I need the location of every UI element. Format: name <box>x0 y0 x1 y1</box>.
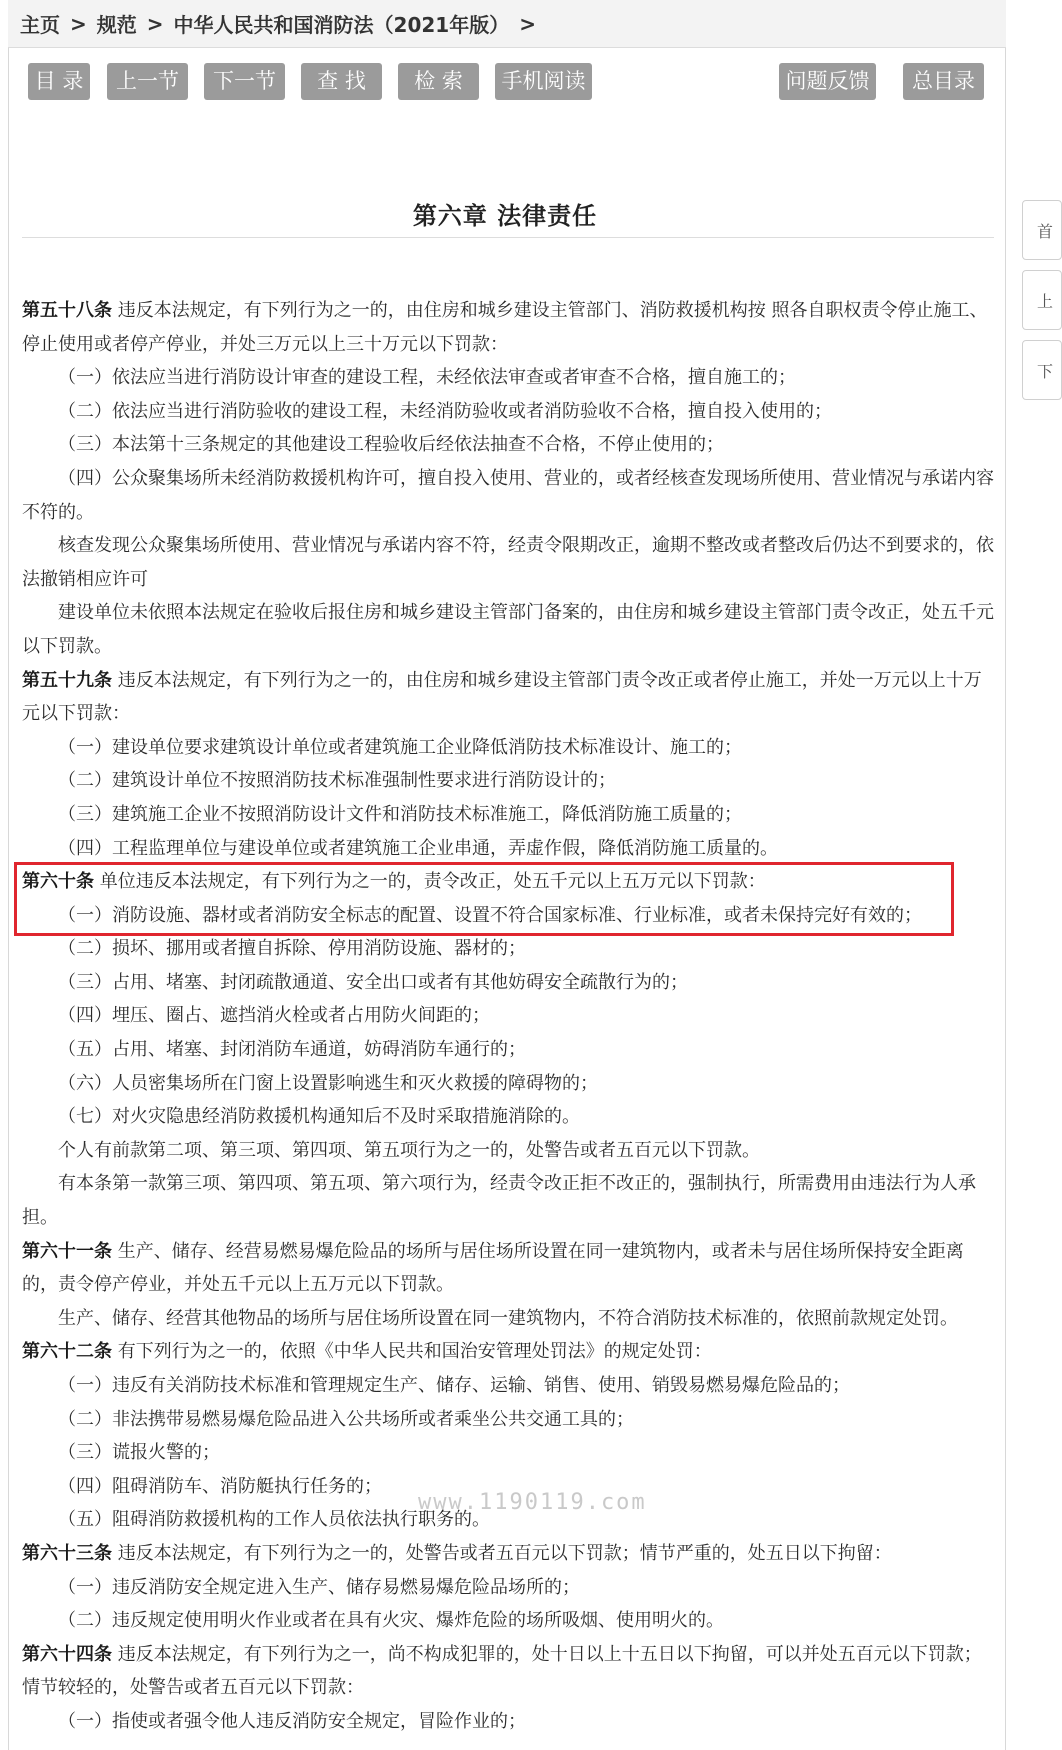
side-tab-prev[interactable]: 上 <box>1022 270 1062 330</box>
list-item: （四）埋压、圈占、遮挡消火栓或者占用防火间距的； <box>58 1005 490 1027</box>
list-item: （四）工程监理单位与建设单位或者建筑施工企业串通，弄虚作假，降低消防施工质量的。 <box>58 837 778 859</box>
feedback-button[interactable]: 问题反馈 <box>779 63 876 100</box>
list-item: （三）谎报火警的； <box>58 1442 220 1464</box>
list-item: （一）违反有关消防技术标准和管理规定生产、储存、运输、销售、使用、销毁易燃易爆危险品的； <box>58 1375 850 1396</box>
breadcrumb-separator: > <box>519 11 536 36</box>
toc-button[interactable]: 目 录 <box>28 63 90 100</box>
prev-section-button[interactable]: 上一节 <box>107 63 188 100</box>
article-60 <box>22 865 997 899</box>
title-divider <box>22 237 994 238</box>
article-text: 单位违反本法规定，有下列行为之一的，责令改正，处五千元以上五万元以下罚款： <box>94 871 766 893</box>
find-button[interactable]: 查 找 <box>301 63 382 100</box>
paragraph: 核查发现公众聚集场所使用、营业情况与承诺内容不符，经责令限期改正，逾期不整改或者整改后仍达不到要求的，依法撤销相应许可 <box>22 535 994 590</box>
list-item: （二）依法应当进行消防验收的建设工程，未经消防验收或者消防验收不合格，擅自投入使用的； <box>58 400 832 422</box>
list-item: （六）人员密集场所在门窗上设置影响逃生和灭火救援的障碍物的； <box>58 1072 598 1094</box>
article-text: 违反本法规定，有下列行为之一的，处警告或者五百元以下罚款；情节严重的，处五日以下拘留： <box>112 1542 892 1564</box>
mobile-reading-button[interactable]: 手机阅读 <box>495 63 592 100</box>
list-item: （一）指使或者强令他人违反消防安全规定，冒险作业的； <box>58 1710 526 1732</box>
article-text: 违反本法规定，有下列行为之一，尚不构成犯罪的，处十日以上十五日以下拘留，可以并处五百元以下罚款；情节较轻的，处警告或者五百元以下罚款： <box>22 1643 982 1699</box>
list-item: （七）对火灾隐患经消防救援机构通知后不及时采取措施消除的。 <box>58 1106 580 1128</box>
article-text: 生产、储存、经营易燃易爆危险品的场所与居住场所设置在同一建筑物内，或者未与居住场所保持安全距离的，责令停产停业，并处五千元以上五万元以下罚款。 <box>22 1240 964 1296</box>
list-item: （二）违反规定使用明火作业或者在具有火灾、爆炸危险的场所吸烟、使用明火的。 <box>58 1610 724 1632</box>
paragraph: 生产、储存、经营其他物品的场所与居住场所设置在同一建筑物内，不符合消防技术标准的，依照前款规定处罚。 <box>58 1307 958 1329</box>
list-item: （一）违反消防安全规定进入生产、储存易燃易爆危险品场所的； <box>58 1576 580 1598</box>
list-item: （三）占用、堵塞、封闭疏散通道、安全出口或者有其他妨碍安全疏散行为的； <box>58 971 688 993</box>
article-text: 有下列行为之一的，依照《中华人民共和国治安管理处罚法》的规定处罚： <box>112 1341 712 1363</box>
list-item: （一）消防设施、器材或者消防安全标志的配置、设置不符合国家标准、行业标准，或者未保持完好有效的； <box>58 904 922 926</box>
list-item: （四）阻碍消防车、消防艇执行任务的； <box>58 1475 382 1497</box>
paragraph: 个人有前款第二项、第三项、第四项、第五项行为之一的，处警告或者五百元以下罚款。 <box>58 1139 760 1161</box>
article-number: 第六十三条 <box>22 1542 112 1564</box>
article-number: 第六十四条 <box>22 1643 112 1665</box>
article-number: 第六十条 <box>22 871 94 893</box>
article-text: 违反本法规定，有下列行为之一的，由住房和城乡建设主管部门、消防救援机构按 照各自职权责令停止施工、停止使用或者停产停业，并处三万元以上三十万元以下罚款： <box>22 300 988 355</box>
article-content <box>22 294 997 1739</box>
list-item: （二）损坏、挪用或者擅自拆除、停用消防设施、器材的； <box>58 938 526 960</box>
list-item: （三）建筑施工企业不按照消防设计文件和消防技术标准施工，降低消防施工质量的； <box>58 803 742 825</box>
list-item: （一）建设单位要求建筑设计单位或者建筑施工企业降低消防技术标准设计、施工的； <box>58 736 742 758</box>
list-item: （五）阻碍消防救援机构的工作人员依法执行职务的。 <box>58 1509 490 1531</box>
article-62 <box>22 1335 997 1369</box>
paragraph: 有本条第一款第三项、第四项、第五项、第六项行为，经责令改正拒不改正的，强制执行，所需费用由违法行为人承担。 <box>22 1173 976 1229</box>
next-section-button[interactable]: 下一节 <box>204 63 285 100</box>
article-61 <box>22 1235 997 1302</box>
paragraph: 建设单位未依照本法规定在验收后报住房和城乡建设主管部门备案的，由住房和城乡建设主管部门责令改正，处五千元以下罚款。 <box>22 602 994 657</box>
site-watermark: www.1190119.com <box>418 1490 647 1515</box>
chapter-title: 第六章 法律责任 <box>412 202 598 230</box>
article-number: 第六十二条 <box>22 1341 112 1363</box>
article-number: 第六十一条 <box>22 1240 112 1262</box>
list-item: （二）非法携带易燃易爆危险品进入公共场所或者乘坐公共交通工具的； <box>58 1408 634 1430</box>
breadcrumb-current-link[interactable]: 中华人民共和国消防法（2021年版） <box>173 13 510 37</box>
article-59 <box>22 664 997 731</box>
article-64 <box>22 1638 997 1705</box>
breadcrumb-separator: > <box>146 11 164 36</box>
list-item: （二）建筑设计单位不按照消防技术标准强制性要求进行消防设计的； <box>58 770 616 792</box>
article-63 <box>22 1537 997 1571</box>
article-number: 第五十八条 <box>22 300 112 321</box>
list-item: （五）占用、堵塞、封闭消防车通道，妨碍消防车通行的； <box>58 1039 526 1061</box>
list-item: （一）依法应当进行消防设计审查的建设工程，未经依法审查或者审查不合格，擅自施工的； <box>58 367 796 389</box>
list-item: （四）公众聚集场所未经消防救援机构许可，擅自投入使用、营业的，或者经核查发现场所使用、营业情况与承诺内容不符的。 <box>22 467 994 523</box>
search-button[interactable]: 检 索 <box>398 63 479 100</box>
breadcrumb-separator: > <box>70 11 87 36</box>
side-tab-home[interactable]: 首 <box>1022 200 1062 260</box>
article-58 <box>22 294 997 361</box>
list-item: （三）本法第十三条规定的其他建设工程验收后经依法抽查不合格，不停止使用的； <box>58 434 724 456</box>
breadcrumb <box>8 0 1006 48</box>
article-text: 违反本法规定，有下列行为之一的，由住房和城乡建设主管部门责令改正或者停止施工，并处一万元以上十万元以下罚款： <box>22 669 982 725</box>
breadcrumb-home-link[interactable]: 主页 <box>20 13 60 37</box>
breadcrumb-spec-link[interactable]: 规范 <box>96 13 137 37</box>
master-toc-button[interactable]: 总目录 <box>903 63 984 100</box>
toolbar <box>28 63 988 101</box>
side-tab-next[interactable]: 下 <box>1022 340 1062 400</box>
article-number: 第五十九条 <box>22 669 112 691</box>
